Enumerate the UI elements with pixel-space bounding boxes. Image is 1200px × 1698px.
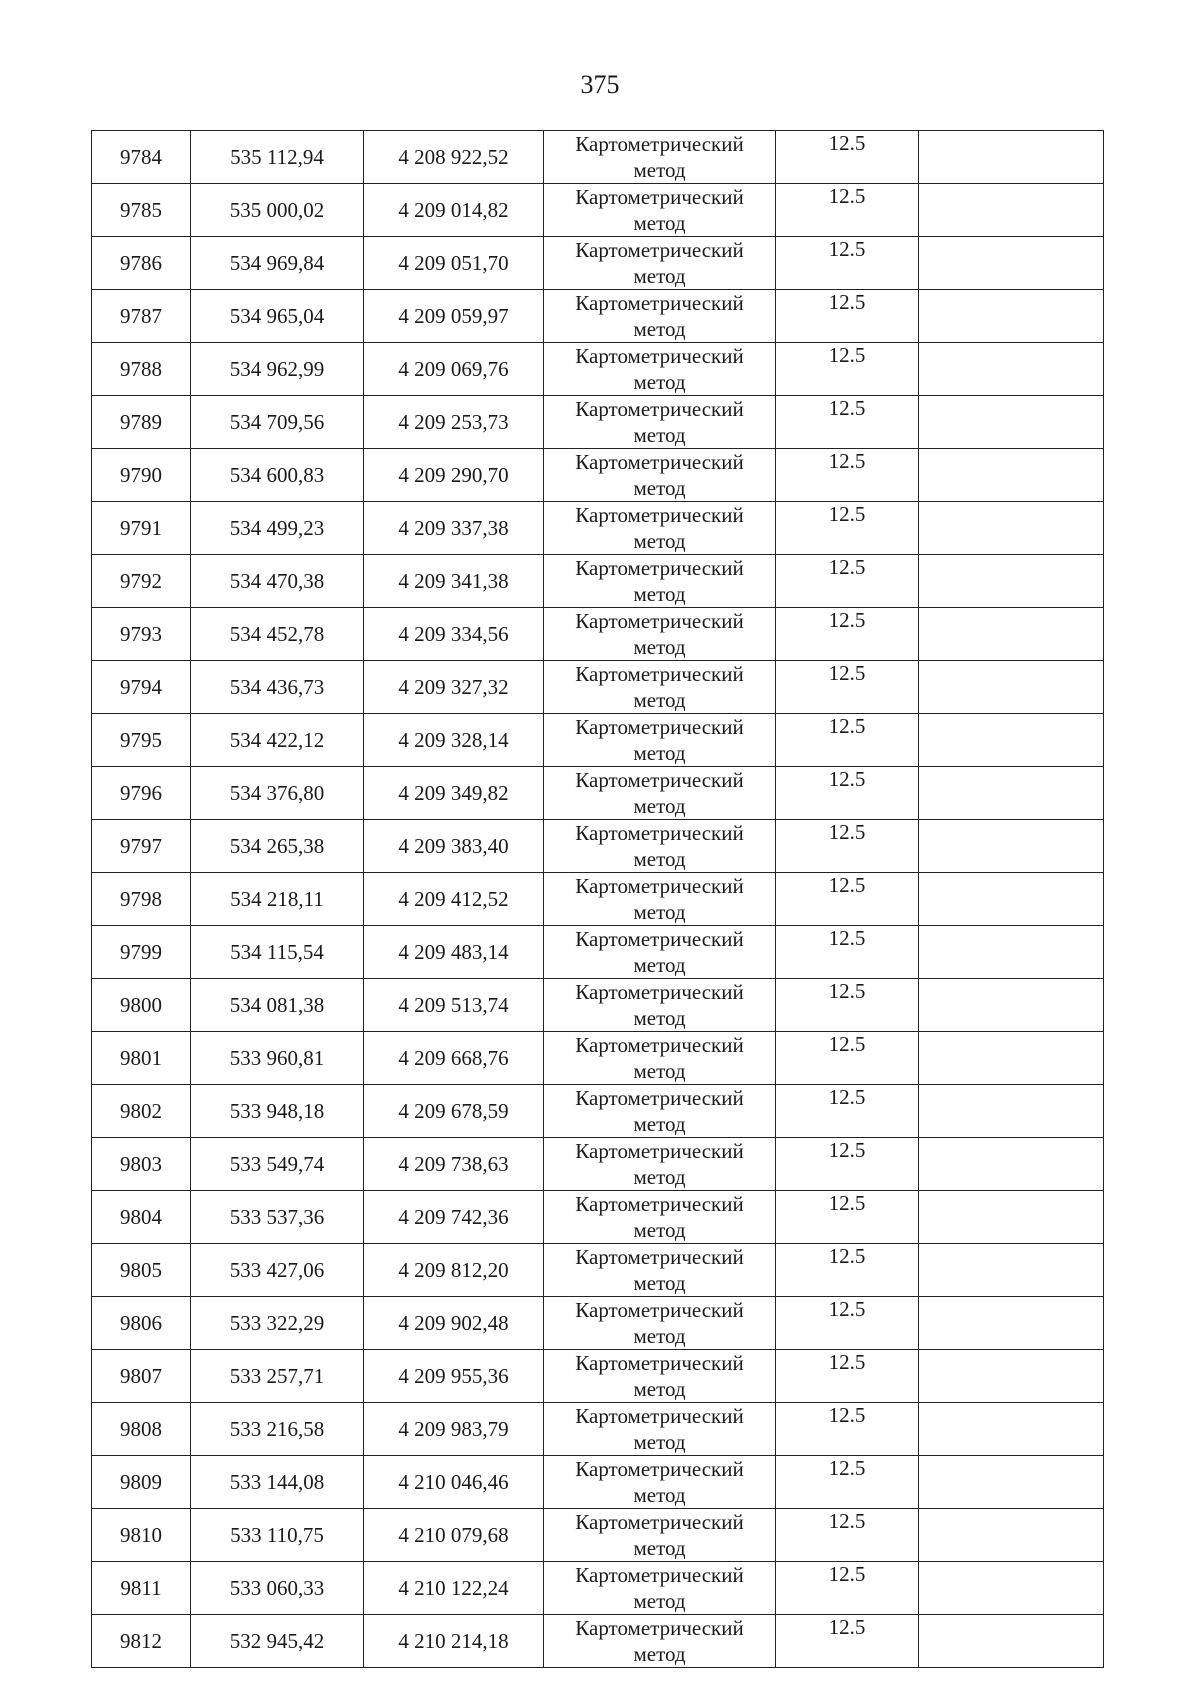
method-cell — [544, 1032, 776, 1085]
method-text-line: метод — [633, 264, 686, 288]
point-number-cell: 9792 — [92, 555, 191, 608]
method-cell — [544, 873, 776, 926]
accuracy-cell: 12.5 — [776, 1085, 919, 1138]
method-text-line: Картометрический — [575, 1192, 744, 1216]
method-cell — [544, 1615, 776, 1668]
y-coordinate-cell: 4 209 513,74 — [364, 979, 544, 1032]
x-coordinate-cell: 534 709,56 — [191, 396, 364, 449]
accuracy-cell: 12.5 — [776, 1350, 919, 1403]
y-coordinate-cell: 4 208 922,52 — [364, 131, 544, 184]
y-coordinate-cell: 4 209 051,70 — [364, 237, 544, 290]
accuracy-cell: 12.5 — [776, 820, 919, 873]
table-row — [92, 1509, 1104, 1562]
method-text-line: Картометрический — [575, 291, 744, 315]
method-text-line: метод — [633, 370, 686, 394]
y-coordinate-cell: 4 209 059,97 — [364, 290, 544, 343]
note-cell — [919, 1191, 1104, 1244]
point-number-cell: 9793 — [92, 608, 191, 661]
coordinates-table — [91, 130, 1104, 1668]
table-row — [92, 184, 1104, 237]
method-text-line: Картометрический — [575, 450, 744, 474]
method-text-line: Картометрический — [575, 1351, 744, 1375]
accuracy-cell: 12.5 — [776, 714, 919, 767]
method-text-line: Картометрический — [575, 1033, 744, 1057]
x-coordinate-cell: 534 376,80 — [191, 767, 364, 820]
method-cell — [544, 1403, 776, 1456]
point-number-cell: 9791 — [92, 502, 191, 555]
table-row — [92, 926, 1104, 979]
table-row — [92, 502, 1104, 555]
y-coordinate-cell: 4 209 668,76 — [364, 1032, 544, 1085]
accuracy-cell: 12.5 — [776, 502, 919, 555]
method-cell — [544, 1244, 776, 1297]
table-row — [92, 449, 1104, 502]
method-cell — [544, 820, 776, 873]
method-cell — [544, 661, 776, 714]
table-row — [92, 131, 1104, 184]
table-row — [92, 1297, 1104, 1350]
table-row — [92, 661, 1104, 714]
point-number-cell: 9806 — [92, 1297, 191, 1350]
table-row — [92, 1403, 1104, 1456]
table-row — [92, 873, 1104, 926]
method-text-line: Картометрический — [575, 344, 744, 368]
method-cell — [544, 184, 776, 237]
point-number-cell: 9807 — [92, 1350, 191, 1403]
table-row — [92, 343, 1104, 396]
x-coordinate-cell: 532 945,42 — [191, 1615, 364, 1668]
note-cell — [919, 1138, 1104, 1191]
point-number-cell: 9802 — [92, 1085, 191, 1138]
note-cell — [919, 290, 1104, 343]
method-text-line: метод — [633, 1483, 686, 1507]
x-coordinate-cell: 534 962,99 — [191, 343, 364, 396]
method-text-line: Картометрический — [575, 1616, 744, 1640]
method-cell — [544, 290, 776, 343]
table-row — [92, 1191, 1104, 1244]
table-row — [92, 237, 1104, 290]
table-row — [92, 979, 1104, 1032]
method-cell — [544, 343, 776, 396]
method-text-line: метод — [633, 211, 686, 235]
note-cell — [919, 979, 1104, 1032]
table-row — [92, 1244, 1104, 1297]
method-text-line: метод — [633, 953, 686, 977]
note-cell — [919, 1615, 1104, 1668]
x-coordinate-cell: 533 322,29 — [191, 1297, 364, 1350]
accuracy-cell: 12.5 — [776, 661, 919, 714]
method-text-line: Картометрический — [575, 503, 744, 527]
table-row — [92, 1138, 1104, 1191]
table-row — [92, 714, 1104, 767]
method-text-line: метод — [633, 582, 686, 606]
accuracy-cell: 12.5 — [776, 926, 919, 979]
accuracy-cell: 12.5 — [776, 1032, 919, 1085]
method-text-line: метод — [633, 1430, 686, 1454]
point-number-cell: 9804 — [92, 1191, 191, 1244]
accuracy-cell: 12.5 — [776, 290, 919, 343]
x-coordinate-cell: 533 948,18 — [191, 1085, 364, 1138]
method-cell — [544, 449, 776, 502]
y-coordinate-cell: 4 209 337,38 — [364, 502, 544, 555]
note-cell — [919, 396, 1104, 449]
x-coordinate-cell: 535 000,02 — [191, 184, 364, 237]
x-coordinate-cell: 533 110,75 — [191, 1509, 364, 1562]
note-cell — [919, 1085, 1104, 1138]
note-cell — [919, 1244, 1104, 1297]
method-cell — [544, 237, 776, 290]
method-text-line: Картометрический — [575, 715, 744, 739]
method-cell — [544, 767, 776, 820]
accuracy-cell: 12.5 — [776, 1138, 919, 1191]
method-cell — [544, 555, 776, 608]
accuracy-cell: 12.5 — [776, 1191, 919, 1244]
method-cell — [544, 502, 776, 555]
table-row — [92, 1562, 1104, 1615]
method-text-line: метод — [633, 1324, 686, 1348]
x-coordinate-cell: 533 144,08 — [191, 1456, 364, 1509]
note-cell — [919, 714, 1104, 767]
y-coordinate-cell: 4 209 983,79 — [364, 1403, 544, 1456]
method-text-line: метод — [633, 741, 686, 765]
accuracy-cell: 12.5 — [776, 396, 919, 449]
point-number-cell: 9795 — [92, 714, 191, 767]
point-number-cell: 9784 — [92, 131, 191, 184]
accuracy-cell: 12.5 — [776, 979, 919, 1032]
accuracy-cell: 12.5 — [776, 184, 919, 237]
note-cell — [919, 1350, 1104, 1403]
method-cell — [544, 1562, 776, 1615]
y-coordinate-cell: 4 209 483,14 — [364, 926, 544, 979]
x-coordinate-cell: 533 060,33 — [191, 1562, 364, 1615]
point-number-cell: 9788 — [92, 343, 191, 396]
point-number-cell: 9786 — [92, 237, 191, 290]
method-text-line: метод — [633, 635, 686, 659]
point-number-cell: 9800 — [92, 979, 191, 1032]
method-cell — [544, 1138, 776, 1191]
x-coordinate-cell: 533 960,81 — [191, 1032, 364, 1085]
note-cell — [919, 767, 1104, 820]
accuracy-cell: 12.5 — [776, 1403, 919, 1456]
table-row — [92, 555, 1104, 608]
point-number-cell: 9810 — [92, 1509, 191, 1562]
accuracy-cell: 12.5 — [776, 555, 919, 608]
note-cell — [919, 449, 1104, 502]
accuracy-cell: 12.5 — [776, 1244, 919, 1297]
x-coordinate-cell: 534 436,73 — [191, 661, 364, 714]
point-number-cell: 9811 — [92, 1562, 191, 1615]
y-coordinate-cell: 4 209 069,76 — [364, 343, 544, 396]
method-text-line: метод — [633, 1059, 686, 1083]
accuracy-cell: 12.5 — [776, 343, 919, 396]
method-cell — [544, 1085, 776, 1138]
method-text-line: Картометрический — [575, 556, 744, 580]
y-coordinate-cell: 4 209 678,59 — [364, 1085, 544, 1138]
method-cell — [544, 926, 776, 979]
accuracy-cell: 12.5 — [776, 1456, 919, 1509]
x-coordinate-cell: 534 081,38 — [191, 979, 364, 1032]
point-number-cell: 9797 — [92, 820, 191, 873]
method-text-line: Картометрический — [575, 397, 744, 421]
y-coordinate-cell: 4 209 253,73 — [364, 396, 544, 449]
method-text-line: метод — [633, 317, 686, 341]
method-text-line: Картометрический — [575, 874, 744, 898]
y-coordinate-cell: 4 209 738,63 — [364, 1138, 544, 1191]
method-text-line: метод — [633, 1642, 686, 1666]
method-text-line: метод — [633, 794, 686, 818]
method-text-line: метод — [633, 1536, 686, 1560]
point-number-cell: 9803 — [92, 1138, 191, 1191]
table-row — [92, 1615, 1104, 1668]
y-coordinate-cell: 4 210 079,68 — [364, 1509, 544, 1562]
note-cell — [919, 1509, 1104, 1562]
accuracy-cell: 12.5 — [776, 767, 919, 820]
y-coordinate-cell: 4 209 383,40 — [364, 820, 544, 873]
note-cell — [919, 661, 1104, 714]
method-text-line: метод — [633, 1589, 686, 1613]
table-row — [92, 1456, 1104, 1509]
table-row — [92, 767, 1104, 820]
x-coordinate-cell: 534 969,84 — [191, 237, 364, 290]
table-row — [92, 820, 1104, 873]
method-text-line: метод — [633, 1271, 686, 1295]
note-cell — [919, 1297, 1104, 1350]
y-coordinate-cell: 4 209 812,20 — [364, 1244, 544, 1297]
method-text-line: Картометрический — [575, 1086, 744, 1110]
note-cell — [919, 608, 1104, 661]
accuracy-cell: 12.5 — [776, 131, 919, 184]
y-coordinate-cell: 4 209 334,56 — [364, 608, 544, 661]
y-coordinate-cell: 4 209 290,70 — [364, 449, 544, 502]
table-row — [92, 1032, 1104, 1085]
note-cell — [919, 237, 1104, 290]
x-coordinate-cell: 533 549,74 — [191, 1138, 364, 1191]
method-text-line: метод — [633, 1006, 686, 1030]
accuracy-cell: 12.5 — [776, 1297, 919, 1350]
method-text-line: метод — [633, 1112, 686, 1136]
point-number-cell: 9799 — [92, 926, 191, 979]
point-number-cell: 9785 — [92, 184, 191, 237]
x-coordinate-cell: 533 216,58 — [191, 1403, 364, 1456]
point-number-cell: 9809 — [92, 1456, 191, 1509]
method-cell — [544, 1509, 776, 1562]
method-text-line: Картометрический — [575, 1510, 744, 1534]
method-text-line: Картометрический — [575, 821, 744, 845]
x-coordinate-cell: 533 537,36 — [191, 1191, 364, 1244]
method-text-line: Картометрический — [575, 1404, 744, 1428]
x-coordinate-cell: 535 112,94 — [191, 131, 364, 184]
y-coordinate-cell: 4 210 214,18 — [364, 1615, 544, 1668]
point-number-cell: 9812 — [92, 1615, 191, 1668]
point-number-cell: 9794 — [92, 661, 191, 714]
table-row — [92, 1085, 1104, 1138]
point-number-cell: 9808 — [92, 1403, 191, 1456]
point-number-cell: 9798 — [92, 873, 191, 926]
x-coordinate-cell: 534 452,78 — [191, 608, 364, 661]
x-coordinate-cell: 534 965,04 — [191, 290, 364, 343]
method-text-line: Картометрический — [575, 927, 744, 951]
accuracy-cell: 12.5 — [776, 608, 919, 661]
method-text-line: Картометрический — [575, 132, 744, 156]
table-row — [92, 608, 1104, 661]
point-number-cell: 9789 — [92, 396, 191, 449]
accuracy-cell: 12.5 — [776, 1615, 919, 1668]
method-cell — [544, 608, 776, 661]
x-coordinate-cell: 533 427,06 — [191, 1244, 364, 1297]
method-text-line: метод — [633, 529, 686, 553]
x-coordinate-cell: 534 600,83 — [191, 449, 364, 502]
x-coordinate-cell: 534 265,38 — [191, 820, 364, 873]
method-text-line: метод — [633, 847, 686, 871]
y-coordinate-cell: 4 209 412,52 — [364, 873, 544, 926]
method-text-line: метод — [633, 158, 686, 182]
method-cell — [544, 131, 776, 184]
x-coordinate-cell: 534 115,54 — [191, 926, 364, 979]
y-coordinate-cell: 4 210 122,24 — [364, 1562, 544, 1615]
note-cell — [919, 1562, 1104, 1615]
method-cell — [544, 396, 776, 449]
method-text-line: Картометрический — [575, 768, 744, 792]
y-coordinate-cell: 4 209 742,36 — [364, 1191, 544, 1244]
method-text-line: Картометрический — [575, 980, 744, 1004]
method-text-line: Картометрический — [575, 1245, 744, 1269]
method-text-line: метод — [633, 423, 686, 447]
method-text-line: Картометрический — [575, 1563, 744, 1587]
point-number-cell: 9787 — [92, 290, 191, 343]
method-cell — [544, 714, 776, 767]
y-coordinate-cell: 4 209 349,82 — [364, 767, 544, 820]
coordinates-table-body — [92, 131, 1104, 1668]
method-cell — [544, 1297, 776, 1350]
method-text-line: метод — [633, 1218, 686, 1242]
accuracy-cell: 12.5 — [776, 873, 919, 926]
table-row — [92, 290, 1104, 343]
y-coordinate-cell: 4 209 955,36 — [364, 1350, 544, 1403]
note-cell — [919, 873, 1104, 926]
note-cell — [919, 184, 1104, 237]
note-cell — [919, 1403, 1104, 1456]
method-text-line: Картометрический — [575, 185, 744, 209]
point-number-cell: 9801 — [92, 1032, 191, 1085]
note-cell — [919, 820, 1104, 873]
method-text-line: метод — [633, 900, 686, 924]
page-number: 375 — [580, 70, 620, 99]
note-cell — [919, 131, 1104, 184]
method-text-line: метод — [633, 1165, 686, 1189]
y-coordinate-cell: 4 209 902,48 — [364, 1297, 544, 1350]
method-cell — [544, 1456, 776, 1509]
accuracy-cell: 12.5 — [776, 1509, 919, 1562]
method-text-line: метод — [633, 1377, 686, 1401]
method-text-line: Картометрический — [575, 1298, 744, 1322]
note-cell — [919, 502, 1104, 555]
y-coordinate-cell: 4 209 014,82 — [364, 184, 544, 237]
note-cell — [919, 343, 1104, 396]
y-coordinate-cell: 4 209 327,32 — [364, 661, 544, 714]
method-text-line: Картометрический — [575, 609, 744, 633]
method-text-line: метод — [633, 688, 686, 712]
y-coordinate-cell: 4 209 341,38 — [364, 555, 544, 608]
method-text-line: Картометрический — [575, 238, 744, 262]
method-cell — [544, 979, 776, 1032]
accuracy-cell: 12.5 — [776, 237, 919, 290]
note-cell — [919, 1032, 1104, 1085]
table-row — [92, 1350, 1104, 1403]
method-text-line: Картометрический — [575, 662, 744, 686]
y-coordinate-cell: 4 209 328,14 — [364, 714, 544, 767]
point-number-cell: 9805 — [92, 1244, 191, 1297]
x-coordinate-cell: 533 257,71 — [191, 1350, 364, 1403]
y-coordinate-cell: 4 210 046,46 — [364, 1456, 544, 1509]
x-coordinate-cell: 534 218,11 — [191, 873, 364, 926]
table-row — [92, 396, 1104, 449]
note-cell — [919, 926, 1104, 979]
note-cell — [919, 555, 1104, 608]
point-number-cell: 9796 — [92, 767, 191, 820]
method-text-line: Картометрический — [575, 1139, 744, 1163]
accuracy-cell: 12.5 — [776, 449, 919, 502]
x-coordinate-cell: 534 499,23 — [191, 502, 364, 555]
point-number-cell: 9790 — [92, 449, 191, 502]
method-text-line: метод — [633, 476, 686, 500]
method-cell — [544, 1191, 776, 1244]
method-text-line: Картометрический — [575, 1457, 744, 1481]
x-coordinate-cell: 534 470,38 — [191, 555, 364, 608]
x-coordinate-cell: 534 422,12 — [191, 714, 364, 767]
accuracy-cell: 12.5 — [776, 1562, 919, 1615]
method-cell — [544, 1350, 776, 1403]
note-cell — [919, 1456, 1104, 1509]
